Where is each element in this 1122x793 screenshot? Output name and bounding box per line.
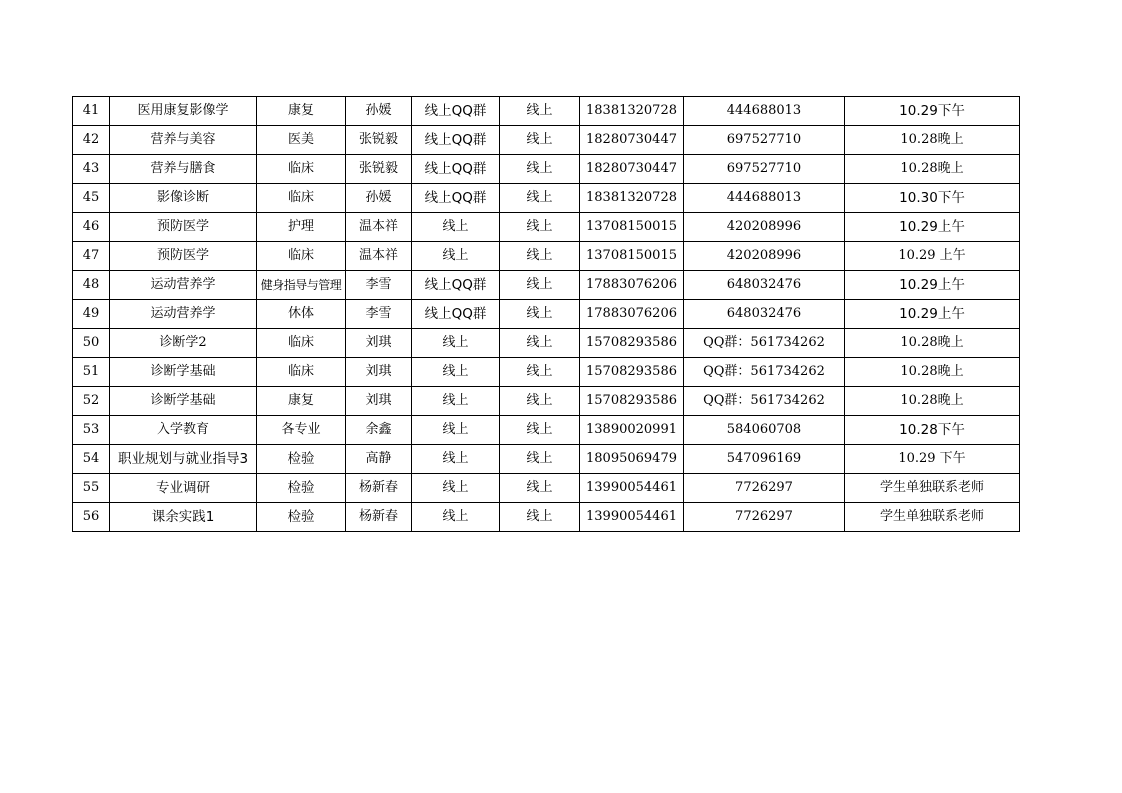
phone-cell: 18381320728 bbox=[580, 97, 684, 126]
teaching-mode-cell: 线上QQ群 bbox=[412, 184, 500, 213]
class-form-cell: 线上 bbox=[500, 242, 580, 271]
time-cell: 10.28晚上 bbox=[845, 387, 1020, 416]
time-cell: 10.29下午 bbox=[845, 97, 1020, 126]
teacher-cell: 李雪 bbox=[346, 300, 412, 329]
table-row bbox=[73, 213, 1020, 242]
phone-cell: 18381320728 bbox=[580, 184, 684, 213]
phone-cell: 13708150015 bbox=[580, 242, 684, 271]
time-cell: 10.28晚上 bbox=[845, 126, 1020, 155]
class-form-cell: 线上 bbox=[500, 358, 580, 387]
major-cell: 医美 bbox=[257, 126, 346, 155]
qq-cell: 648032476 bbox=[684, 271, 845, 300]
time-cell: 10.29 上午 bbox=[845, 242, 1020, 271]
qq-cell: 420208996 bbox=[684, 242, 845, 271]
major-cell: 临床 bbox=[257, 184, 346, 213]
course-name-cell: 诊断学2 bbox=[110, 329, 257, 358]
teaching-mode-cell: 线上QQ群 bbox=[412, 271, 500, 300]
phone-cell: 18280730447 bbox=[580, 126, 684, 155]
course-name-cell: 职业规划与就业指导3 bbox=[110, 445, 257, 474]
row-number-cell: 52 bbox=[73, 387, 110, 416]
class-form-cell: 线上 bbox=[500, 503, 580, 532]
major-cell: 检验 bbox=[257, 474, 346, 503]
row-number-cell: 41 bbox=[73, 97, 110, 126]
time-cell: 10.29上午 bbox=[845, 271, 1020, 300]
qq-cell: QQ群：561734262 bbox=[684, 387, 845, 416]
teaching-mode-cell: 线上QQ群 bbox=[412, 97, 500, 126]
class-form-cell: 线上 bbox=[500, 126, 580, 155]
teaching-mode-cell: 线上 bbox=[412, 329, 500, 358]
course-name-cell: 影像诊断 bbox=[110, 184, 257, 213]
row-number-cell: 56 bbox=[73, 503, 110, 532]
teacher-cell: 张锐毅 bbox=[346, 155, 412, 184]
class-form-cell: 线上 bbox=[500, 155, 580, 184]
course-name-cell: 运动营养学 bbox=[110, 271, 257, 300]
class-form-cell: 线上 bbox=[500, 474, 580, 503]
phone-cell: 13990054461 bbox=[580, 474, 684, 503]
qq-cell: 697527710 bbox=[684, 126, 845, 155]
time-cell: 10.29上午 bbox=[845, 213, 1020, 242]
table-row bbox=[73, 416, 1020, 445]
row-number-cell: 43 bbox=[73, 155, 110, 184]
qq-cell: 584060708 bbox=[684, 416, 845, 445]
course-name-cell: 运动营养学 bbox=[110, 300, 257, 329]
phone-cell: 18280730447 bbox=[580, 155, 684, 184]
row-number-cell: 46 bbox=[73, 213, 110, 242]
phone-cell: 13708150015 bbox=[580, 213, 684, 242]
row-number-cell: 48 bbox=[73, 271, 110, 300]
table-row bbox=[73, 329, 1020, 358]
time-cell: 10.28下午 bbox=[845, 416, 1020, 445]
row-number-cell: 53 bbox=[73, 416, 110, 445]
phone-cell: 13990054461 bbox=[580, 503, 684, 532]
course-name-cell: 医用康复影像学 bbox=[110, 97, 257, 126]
teacher-cell: 孙媛 bbox=[346, 184, 412, 213]
row-number-cell: 50 bbox=[73, 329, 110, 358]
time-cell: 10.29 下午 bbox=[845, 445, 1020, 474]
table-row bbox=[73, 503, 1020, 532]
course-name-cell: 专业调研 bbox=[110, 474, 257, 503]
major-cell: 检验 bbox=[257, 445, 346, 474]
major-cell: 健身指导与管理 bbox=[257, 271, 346, 300]
row-number-cell: 54 bbox=[73, 445, 110, 474]
phone-cell: 17883076206 bbox=[580, 300, 684, 329]
qq-cell: 7726297 bbox=[684, 474, 845, 503]
phone-cell: 15708293586 bbox=[580, 329, 684, 358]
major-cell: 康复 bbox=[257, 387, 346, 416]
teacher-cell: 余鑫 bbox=[346, 416, 412, 445]
teacher-cell: 张锐毅 bbox=[346, 126, 412, 155]
class-form-cell: 线上 bbox=[500, 184, 580, 213]
table-row bbox=[73, 126, 1020, 155]
class-form-cell: 线上 bbox=[500, 97, 580, 126]
teaching-mode-cell: 线上 bbox=[412, 213, 500, 242]
table-row bbox=[73, 387, 1020, 416]
teaching-mode-cell: 线上QQ群 bbox=[412, 155, 500, 184]
course-name-cell: 营养与美容 bbox=[110, 126, 257, 155]
class-form-cell: 线上 bbox=[500, 416, 580, 445]
teaching-mode-cell: 线上QQ群 bbox=[412, 300, 500, 329]
qq-cell: QQ群：561734262 bbox=[684, 329, 845, 358]
schedule-table bbox=[72, 96, 1020, 532]
teacher-cell: 刘琪 bbox=[346, 387, 412, 416]
time-cell: 10.28晚上 bbox=[845, 155, 1020, 184]
phone-cell: 13890020991 bbox=[580, 416, 684, 445]
table-row bbox=[73, 300, 1020, 329]
time-cell: 学生单独联系老师 bbox=[845, 503, 1020, 532]
major-cell: 临床 bbox=[257, 358, 346, 387]
teaching-mode-cell: 线上 bbox=[412, 474, 500, 503]
major-cell: 休体 bbox=[257, 300, 346, 329]
phone-cell: 18095069479 bbox=[580, 445, 684, 474]
course-name-cell: 诊断学基础 bbox=[110, 358, 257, 387]
table-row bbox=[73, 242, 1020, 271]
phone-cell: 15708293586 bbox=[580, 387, 684, 416]
table-row bbox=[73, 155, 1020, 184]
table-row bbox=[73, 271, 1020, 300]
teaching-mode-cell: 线上 bbox=[412, 358, 500, 387]
qq-cell: 420208996 bbox=[684, 213, 845, 242]
row-number-cell: 55 bbox=[73, 474, 110, 503]
table-row bbox=[73, 358, 1020, 387]
time-cell: 10.30下午 bbox=[845, 184, 1020, 213]
teacher-cell: 高静 bbox=[346, 445, 412, 474]
row-number-cell: 42 bbox=[73, 126, 110, 155]
class-form-cell: 线上 bbox=[500, 213, 580, 242]
table-body bbox=[73, 97, 1020, 532]
course-name-cell: 诊断学基础 bbox=[110, 387, 257, 416]
phone-cell: 17883076206 bbox=[580, 271, 684, 300]
row-number-cell: 45 bbox=[73, 184, 110, 213]
row-number-cell: 49 bbox=[73, 300, 110, 329]
qq-cell: 7726297 bbox=[684, 503, 845, 532]
major-cell: 各专业 bbox=[257, 416, 346, 445]
teaching-mode-cell: 线上 bbox=[412, 387, 500, 416]
time-cell: 10.28晚上 bbox=[845, 358, 1020, 387]
row-number-cell: 51 bbox=[73, 358, 110, 387]
class-form-cell: 线上 bbox=[500, 329, 580, 358]
teaching-mode-cell: 线上 bbox=[412, 242, 500, 271]
teacher-cell: 刘琪 bbox=[346, 358, 412, 387]
class-form-cell: 线上 bbox=[500, 300, 580, 329]
course-name-cell: 预防医学 bbox=[110, 242, 257, 271]
major-cell: 护理 bbox=[257, 213, 346, 242]
major-cell: 检验 bbox=[257, 503, 346, 532]
course-name-cell: 预防医学 bbox=[110, 213, 257, 242]
table-row bbox=[73, 184, 1020, 213]
row-number-cell: 47 bbox=[73, 242, 110, 271]
qq-cell: 444688013 bbox=[684, 184, 845, 213]
table-row bbox=[73, 97, 1020, 126]
course-name-cell: 营养与膳食 bbox=[110, 155, 257, 184]
major-cell: 临床 bbox=[257, 329, 346, 358]
teacher-cell: 杨新春 bbox=[346, 503, 412, 532]
time-cell: 10.29上午 bbox=[845, 300, 1020, 329]
table-row bbox=[73, 474, 1020, 503]
teacher-cell: 孙媛 bbox=[346, 97, 412, 126]
class-form-cell: 线上 bbox=[500, 387, 580, 416]
qq-cell: 648032476 bbox=[684, 300, 845, 329]
major-cell: 临床 bbox=[257, 155, 346, 184]
table-row bbox=[73, 445, 1020, 474]
teaching-mode-cell: 线上 bbox=[412, 416, 500, 445]
major-cell: 康复 bbox=[257, 97, 346, 126]
teaching-mode-cell: 线上QQ群 bbox=[412, 126, 500, 155]
qq-cell: 444688013 bbox=[684, 97, 845, 126]
course-name-cell: 课余实践1 bbox=[110, 503, 257, 532]
phone-cell: 15708293586 bbox=[580, 358, 684, 387]
teacher-cell: 李雪 bbox=[346, 271, 412, 300]
teacher-cell: 刘琪 bbox=[346, 329, 412, 358]
teacher-cell: 温本祥 bbox=[346, 213, 412, 242]
time-cell: 学生单独联系老师 bbox=[845, 474, 1020, 503]
course-name-cell: 入学教育 bbox=[110, 416, 257, 445]
qq-cell: 547096169 bbox=[684, 445, 845, 474]
qq-cell: 697527710 bbox=[684, 155, 845, 184]
class-form-cell: 线上 bbox=[500, 271, 580, 300]
major-cell: 临床 bbox=[257, 242, 346, 271]
teacher-cell: 温本祥 bbox=[346, 242, 412, 271]
class-form-cell: 线上 bbox=[500, 445, 580, 474]
time-cell: 10.28晚上 bbox=[845, 329, 1020, 358]
teaching-mode-cell: 线上 bbox=[412, 503, 500, 532]
teacher-cell: 杨新春 bbox=[346, 474, 412, 503]
qq-cell: QQ群：561734262 bbox=[684, 358, 845, 387]
teaching-mode-cell: 线上 bbox=[412, 445, 500, 474]
